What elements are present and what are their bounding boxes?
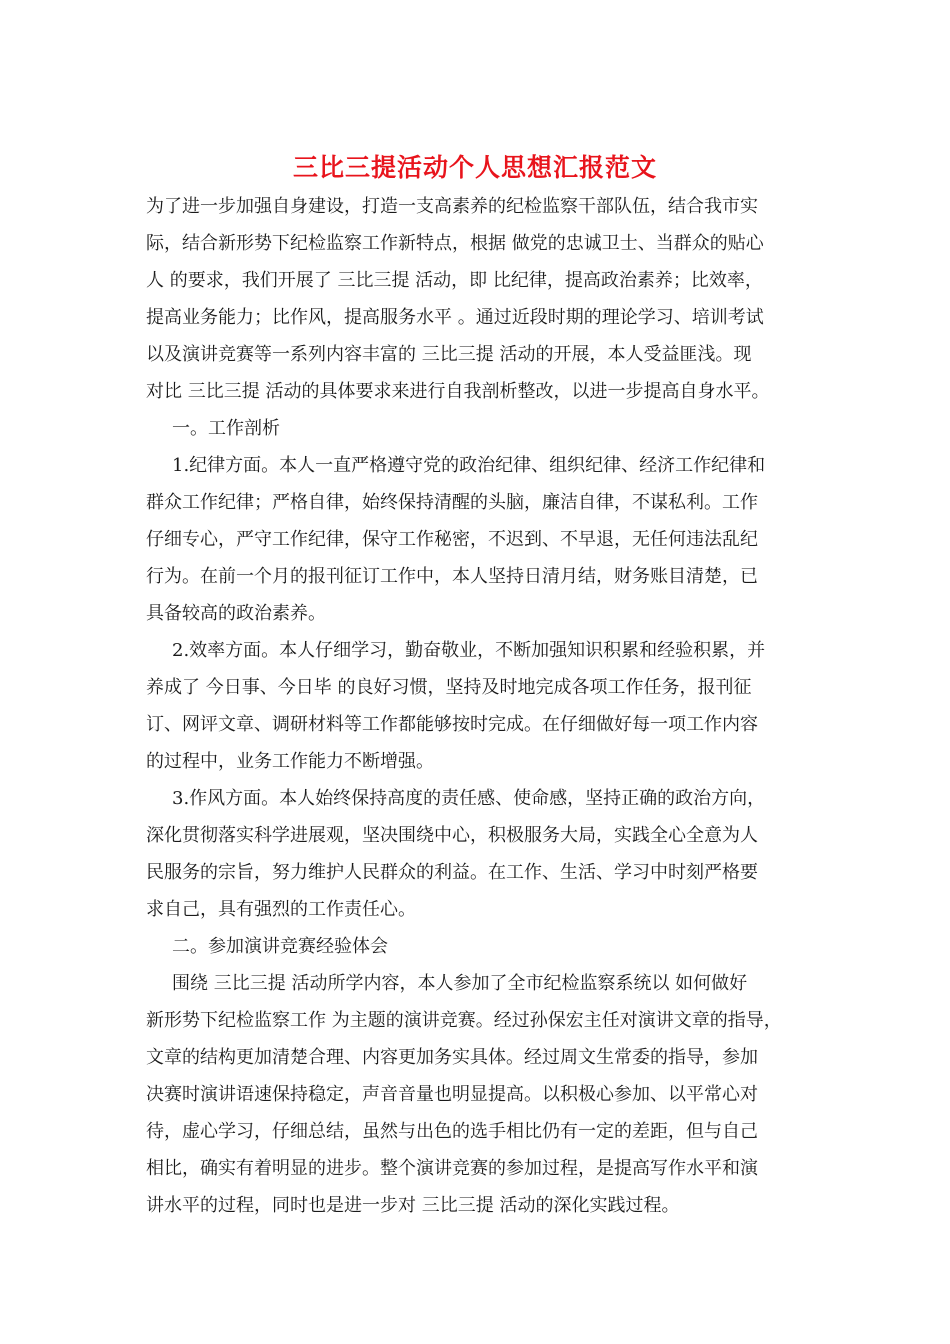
- paragraph-line: 讲水平的过程，同时也是进一步对 三比三提 活动的深化实践过程。: [146, 1195, 680, 1216]
- section-heading: 一。工作剖析: [172, 418, 280, 439]
- paragraph-line: 养成了 今日事、今日毕 的良好习惯，坚持及时地完成各项工作任务，报刊征: [146, 677, 752, 698]
- paragraph-line: 决赛时演讲语速保持稳定，声音音量也明显提高。以积极心参加、以平常心对: [146, 1084, 758, 1105]
- paragraph-line: 以及演讲竞赛等一系列内容丰富的 三比三提 活动的开展，本人受益匪浅。现: [146, 344, 752, 365]
- paragraph-line: 围绕 三比三提 活动所学内容，本人参加了全市纪检监察系统以 如何做好: [172, 973, 748, 994]
- paragraph-line: 民服务的宗旨，努力维护人民群众的利益。在工作、生活、学习中时刻严格要: [146, 862, 758, 883]
- paragraph-line: 待，虚心学习，仔细总结，虽然与出色的选手相比仍有一定的差距，但与自己: [146, 1121, 758, 1142]
- paragraph-line: 提高业务能力；比作风，提高服务水平 。通过近段时期的理论学习、培训考试: [146, 307, 764, 328]
- paragraph-line: 深化贯彻落实科学进展观，坚决围绕中心，积极服务大局，实践全心全意为人: [146, 825, 758, 846]
- paragraph-line: 行为。在前一个月的报刊征订工作中，本人坚持日清月结，财务账目清楚，已: [146, 566, 758, 587]
- paragraph-line: 对比 三比三提 活动的具体要求来进行自我剖析整改，以进一步提高自身水平。: [146, 381, 770, 402]
- document-title: 三比三提活动个人思想汇报范文: [292, 153, 657, 182]
- paragraph-line: 2.效率方面。本人仔细学习，勤奋敬业，不断加强知识积累和经验积累，并: [172, 640, 766, 661]
- paragraph-line: 1.纪律方面。本人一直严格遵守党的政治纪律、组织纪律、经济工作纪律和: [172, 455, 766, 476]
- paragraph-line: 求自己，具有强烈的工作责任心。: [146, 899, 416, 920]
- paragraph-line: 具备较高的政治素养。: [146, 603, 326, 624]
- paragraph-line: 际，结合新形势下纪检监察工作新特点，根据 做党的忠诚卫士、当群众的贴心: [146, 233, 764, 254]
- paragraph-line: 相比，确实有着明显的进步。整个演讲竞赛的参加过程，是提高写作水平和演: [146, 1158, 758, 1179]
- paragraph-line: 订、网评文章、调研材料等工作都能够按时完成。在仔细做好每一项工作内容: [146, 714, 758, 735]
- paragraph-line: 群众工作纪律；严格自律，始终保持清醒的头脑，廉洁自律，不谋私利。工作: [146, 492, 758, 513]
- paragraph-line: 新形势下纪检监察工作 为主题的演讲竞赛。经过孙保宏主任对演讲文章的指导，: [146, 1010, 782, 1031]
- section-heading: 二。参加演讲竞赛经验体会: [172, 936, 388, 957]
- paragraph-line: 人 的要求，我们开展了 三比三提 活动，即 比纪律，提高政治素养；比效率，: [146, 270, 763, 291]
- paragraph-line: 仔细专心，严守工作纪律，保守工作秘密，不迟到、不早退，无任何违法乱纪: [146, 529, 758, 550]
- paragraph-line: 为了进一步加强自身建设，打造一支高素养的纪检监察干部队伍，结合我市实: [146, 196, 758, 217]
- paragraph-line: 文章的结构更加清楚合理、内容更加务实具体。经过周文生常委的指导，参加: [146, 1047, 758, 1068]
- paragraph-line: 3.作风方面。本人始终保持高度的责任感、使命感，坚持正确的政治方向，: [172, 788, 766, 809]
- paragraph-line: 的过程中，业务工作能力不断增强。: [146, 751, 434, 772]
